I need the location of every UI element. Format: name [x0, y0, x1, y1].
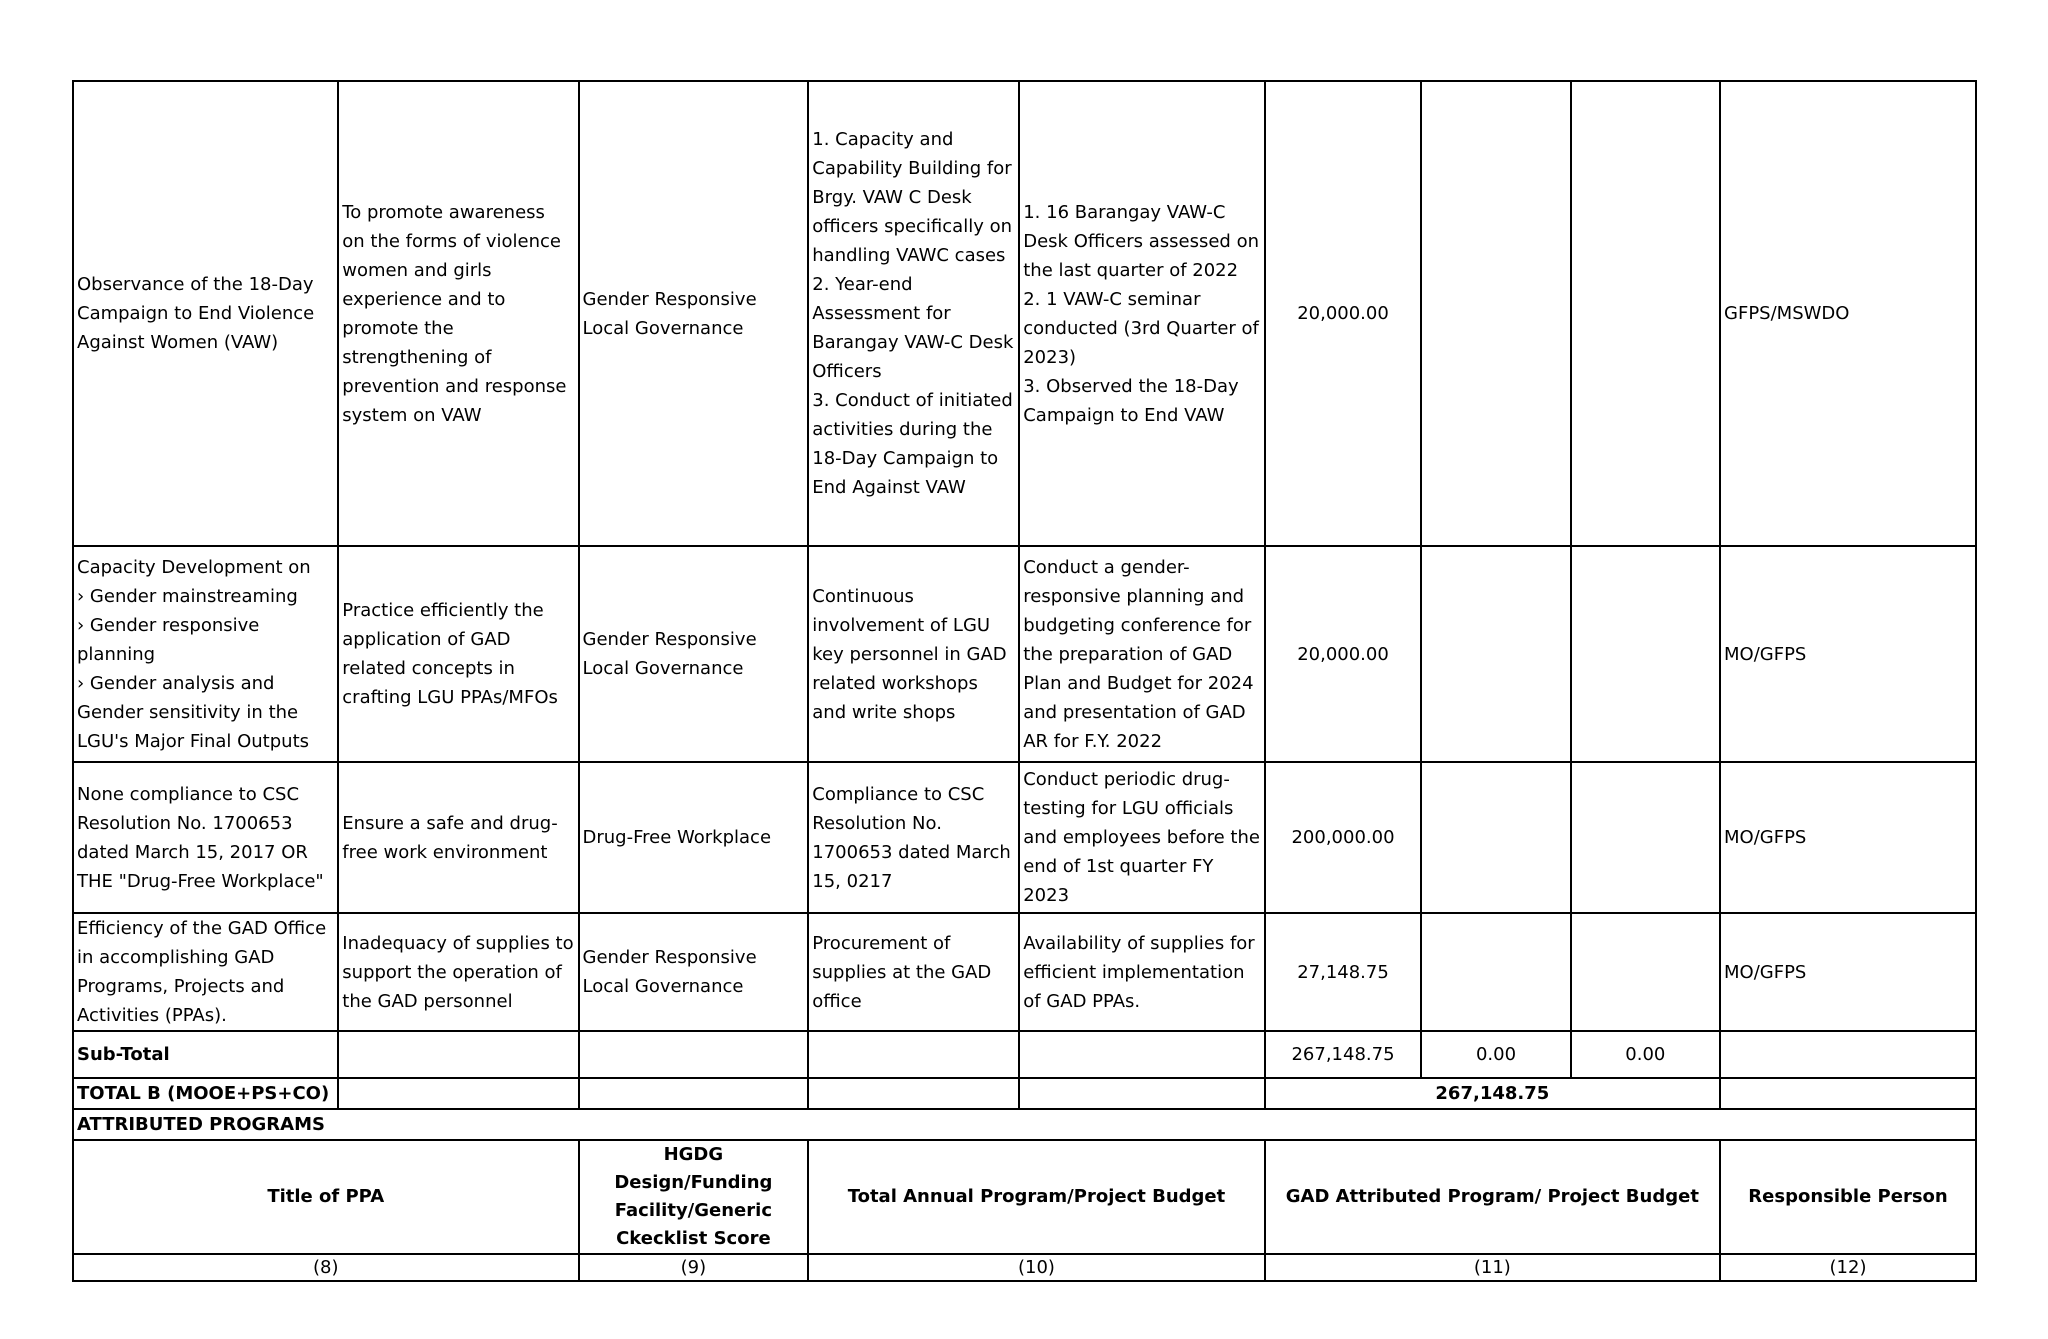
- gad-activity-cell: Procurement of supplies at the GAD office: [808, 913, 1019, 1031]
- performance-indicator-cell: Conduct periodic drug- testing for LGU officials and employees before the end of 1st quarter FY 2023: [1019, 762, 1264, 913]
- performance-indicator-cell: Availability of supplies for efficient implementation of GAD PPAs.: [1019, 913, 1264, 1031]
- gad-objective-cell: Ensure a safe and drug- free work environment: [338, 762, 578, 913]
- mooe-cell: 20,000.00: [1265, 81, 1422, 546]
- relevant-program-cell: Drug-Free Workplace: [579, 762, 809, 913]
- total-b-row: [73, 1078, 1976, 1109]
- gad-objective-cell: Practice efficiently the application of GAD related concepts in crafting LGU PPAs/MFOs: [338, 546, 578, 762]
- gad-activity-cell: Continuous involvement of LGU key personnel in GAD related workshops and write shops: [808, 546, 1019, 762]
- relevant-program-cell: Gender Responsive Local Governance: [579, 913, 809, 1031]
- attributed-header-row: [73, 1140, 1976, 1254]
- table-row: [73, 546, 1976, 762]
- relevant-program-cell: Gender Responsive Local Governance: [579, 546, 809, 762]
- empty-cell: [808, 1078, 1019, 1109]
- gender-issue-cell: Efficiency of the GAD Office in accomplishing GAD Programs, Projects and Activities (PPAs).: [73, 913, 338, 1031]
- subtotal-label: Sub-Total: [73, 1031, 338, 1078]
- column-number-row: [73, 1254, 1976, 1281]
- column-number: (10): [808, 1254, 1264, 1281]
- gad-activity-cell: 1. Capacity and Capability Building for Brgy. VAW C Desk officers specifically on handling VAWC cases 2. Year-end Assessment for Barangay VAW-C Desk Officers 3. Conduct of initiated activities during the 18-Day Campaign to End Against VAW: [808, 81, 1019, 546]
- table-row: [73, 81, 1976, 546]
- header-total-annual-budget: Total Annual Program/Project Budget: [808, 1140, 1264, 1254]
- subtotal-ps: 0.00: [1421, 1031, 1570, 1078]
- table-row: [73, 913, 1976, 1031]
- gender-issue-cell: None compliance to CSC Resolution No. 1700653 dated March 15, 2017 OR THE "Drug-Free Workplace": [73, 762, 338, 913]
- attributed-programs-row: [73, 1109, 1976, 1140]
- gender-issue-cell: Observance of the 18-Day Campaign to End Violence Against Women (VAW): [73, 81, 338, 546]
- table-row: [73, 762, 1976, 913]
- empty-cell: [579, 1078, 809, 1109]
- relevant-program-cell: Gender Responsive Local Governance: [579, 81, 809, 546]
- co-cell: [1571, 762, 1720, 913]
- total-b-label: TOTAL B (MOOE+PS+CO): [73, 1078, 338, 1109]
- empty-cell: [1019, 1078, 1264, 1109]
- ps-cell: [1421, 81, 1570, 546]
- column-number: (11): [1265, 1254, 1720, 1281]
- empty-cell: [338, 1078, 578, 1109]
- responsible-office-cell: GFPS/MSWDO: [1720, 81, 1976, 546]
- header-hgdg-score: HGDG Design/Funding Facility/Generic Ckecklist Score: [579, 1140, 809, 1254]
- mooe-cell: 20,000.00: [1265, 546, 1422, 762]
- ps-cell: [1421, 913, 1570, 1031]
- co-cell: [1571, 913, 1720, 1031]
- performance-indicator-cell: Conduct a gender- responsive planning and budgeting conference for the preparation of GAD Plan and Budget for 2024 and presentation of GAD AR for F.Y. 2022: [1019, 546, 1264, 762]
- empty-cell: [579, 1031, 809, 1078]
- gad-activity-cell: Compliance to CSC Resolution No. 1700653 dated March 15, 0217: [808, 762, 1019, 913]
- header-title-of-ppa: Title of PPA: [73, 1140, 579, 1254]
- empty-cell: [1019, 1031, 1264, 1078]
- co-cell: [1571, 81, 1720, 546]
- empty-cell: [808, 1031, 1019, 1078]
- mooe-cell: 200,000.00: [1265, 762, 1422, 913]
- column-number: (9): [579, 1254, 809, 1281]
- ps-cell: [1421, 762, 1570, 913]
- mooe-cell: 27,148.75: [1265, 913, 1422, 1031]
- empty-cell: [338, 1031, 578, 1078]
- header-responsible-person: Responsible Person: [1720, 1140, 1976, 1254]
- total-b-value: 267,148.75: [1265, 1078, 1720, 1109]
- subtotal-mooe: 267,148.75: [1265, 1031, 1422, 1078]
- subtotal-row: [73, 1031, 1976, 1078]
- column-number: (12): [1720, 1254, 1976, 1281]
- column-number: (8): [73, 1254, 579, 1281]
- gender-issue-cell: Capacity Development on › Gender mainstreaming › Gender responsive planning › Gender analysis and Gender sensitivity in the LGU's Major Final Outputs: [73, 546, 338, 762]
- co-cell: [1571, 546, 1720, 762]
- performance-indicator-cell: 1. 16 Barangay VAW-C Desk Officers assessed on the last quarter of 2022 2. 1 VAW-C seminar conducted (3rd Quarter of 2023) 3. Observed the 18-Day Campaign to End VAW: [1019, 81, 1264, 546]
- header-gad-attributed-budget: GAD Attributed Program/ Project Budget: [1265, 1140, 1720, 1254]
- gad-objective-cell: Inadequacy of supplies to support the operation of the GAD personnel: [338, 913, 578, 1031]
- empty-cell: [1720, 1078, 1976, 1109]
- empty-cell: [1720, 1031, 1976, 1078]
- responsible-office-cell: MO/GFPS: [1720, 913, 1976, 1031]
- subtotal-co: 0.00: [1571, 1031, 1720, 1078]
- ps-cell: [1421, 546, 1570, 762]
- attributed-programs-title: ATTRIBUTED PROGRAMS: [73, 1109, 1976, 1140]
- gad-plan-table: [72, 80, 1977, 1282]
- responsible-office-cell: MO/GFPS: [1720, 762, 1976, 913]
- gad-objective-cell: To promote awareness on the forms of violence women and girls experience and to promote the strengthening of prevention and response system on VAW: [338, 81, 578, 546]
- responsible-office-cell: MO/GFPS: [1720, 546, 1976, 762]
